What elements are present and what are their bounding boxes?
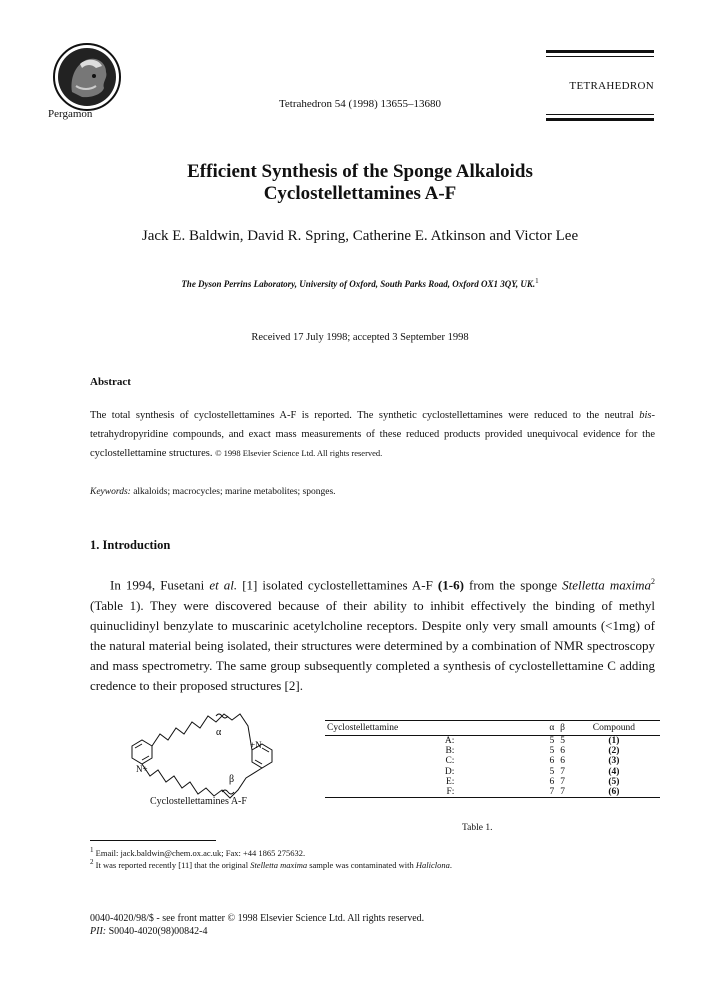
title-line-1: Efficient Synthesis of the Sponge Alkaloids [187,161,533,182]
keywords [90,487,336,497]
table-row: F: 7 7 (6) [325,787,660,798]
structure-caption: Cyclostellettamines A-F [150,796,247,807]
table-header-cyclostellettamine: Cyclostellettamine [325,721,546,736]
journal-name: TETRAHEDRON [569,80,654,92]
affiliation: The Dyson Perrins Laboratory, University of Oxford, South Parks Road, Oxford OX1 3QY, UK.$^1$ [181,277,539,289]
abstract-copyright: © 1998 Elsevier Science Ltd. All rights reserved. [215,448,383,458]
header-rule-top [546,50,654,53]
right-nitrogen-label: +N [250,740,262,750]
authors: Jack E. Baldwin, David R. Spring, Catherine E. Atkinson and Victor Lee [141,228,579,244]
header-rule-bottom [546,118,654,121]
header-rule-bottom-thin [546,114,654,115]
table-row: B: 5 6 (2) [445,746,620,757]
keywords-label: Keywords: [90,487,131,497]
affiliation-footnote-marker: 1 [535,277,539,285]
front-matter-line: 0040-4020/98/$ - see front matter © 1998 Elsevier Science Ltd. All rights reserved. [90,913,425,924]
section-heading-introduction: 1. Introduction [90,538,171,552]
table-row: A: 5 5 (1) [444,736,620,746]
table-row: D: 5 7 (4) [444,766,620,777]
abstract-heading: Abstract [90,376,131,388]
table-row: C: 6 6 (3) [445,756,620,767]
abstract-text: The total synthesis of cyclostellettamines A-F is reported. The synthetic cyclostellettamines were reduced to the neutral bis-tetrahydropyridine compounds, and exact mass measurements of these reduced products provided unequivocal evidence for the cyclostellettamine structures. © 1998 Elsevier Science Ltd. All rights reserved. [90,410,655,459]
left-nitrogen-label: N+ [136,764,148,774]
publisher-name: Pergamon [48,108,93,120]
table-row: E: 6 7 (5) [445,776,620,787]
footnote-rule [90,840,216,841]
header-rule-top-thin [546,56,654,57]
title-line-2: Cyclostellettamines A-F [263,183,457,204]
copyright-footer [90,912,424,938]
footnote-2: $^2$ It was reported recently [11] that the original Stelletta maxima sample was contaminated with Haliclona. [90,858,453,870]
alpha-label: α [216,727,222,738]
table-1 [325,720,660,798]
keywords-text: alkaloids; macrocycles; marine metabolites; sponges. [130,487,336,497]
pii-line: PII: S0040-4020(98)00842-4 [90,926,208,937]
journal-citation: Tetrahedron 54 (1998) 13655–13680 [278,98,442,110]
cyclostellettamine-structure [112,706,292,810]
table-header-compound: Compound [568,721,660,736]
table-header-beta: β [557,721,568,736]
footnote-1: $^1$ Email: jack.baldwin@chem.ox.ac.uk; Fax: +44 1865 275632. [90,846,306,858]
table-caption: Table 1. [462,823,493,833]
received-dates: Received 17 July 1998; accepted 3 September 1998 [251,332,469,343]
article-title [0,161,720,205]
table-header-alpha: α [546,721,557,736]
beta-label: β [229,774,235,785]
introduction-paragraph: In 1994, Fusetani et al. [1] isolated cyclostellettamines A-F (1-6) from the sponge Stelletta maxima$^2$ (Table 1). They were discovered because of their ability to inhibit effectively the binding of methyl quinuclidinyl benzylate to muscarinic acetylcholine receptors. Despite only very small amounts (<1mg) of the natural material being isolated, their structures were determined by a combination of NMR spectroscopy and mass spectrometry. The same group subsequently completed a synthesis of cyclostellettamine C adding credence to their proposed structures [2]. [90,577,655,694]
